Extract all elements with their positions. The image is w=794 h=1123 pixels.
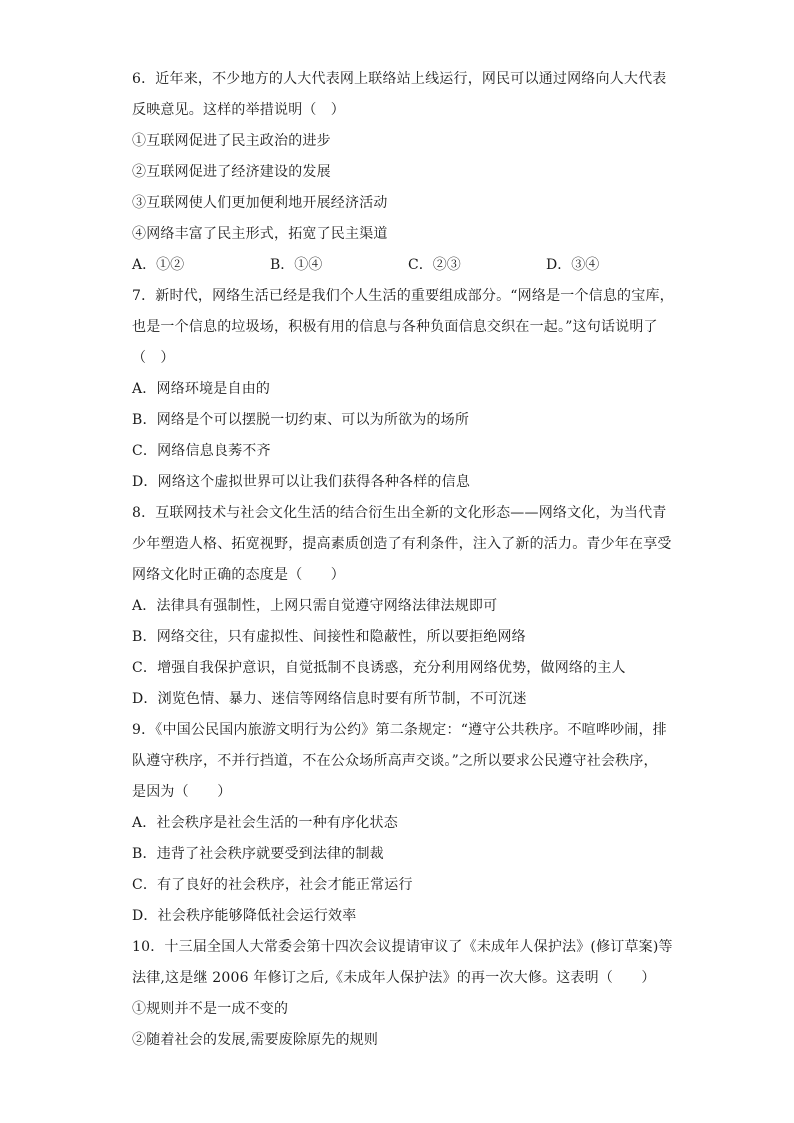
question-6-stem-line-2: 反映意见。这样的举措说明（ ） [132, 102, 345, 118]
question-10-statement-2: ②随着社会的发展,需要废除原先的规则 [132, 1032, 379, 1048]
question-10-statement-1: ①规则并不是一成不变的 [132, 1001, 289, 1017]
question-6-option-c: C．②③ [408, 257, 461, 273]
question-7-option-a: A．网络环境是自由的 [132, 381, 271, 397]
question-6-stem-line-1: 6．近年来，不少地方的人大代表网上联络站上线运行，网民可以通过网络向人大代表 [132, 71, 667, 87]
question-6-statement-4: ④网络丰富了民主形式，拓宽了民主渠道 [132, 226, 388, 242]
question-8-stem-line-1: 8．互联网技术与社会文化生活的结合衍生出全新的文化形态——网络文化，为当代青 [132, 505, 667, 521]
question-7 [132, 281, 672, 498]
question-9-stem-line-1: 9．《中国公民国内旅游文明行为公约》第二条规定：“遵守公共秩序。不喧哗吵闹，排 [132, 722, 667, 738]
question-7-stem-line-1: 7．新时代，网络生活已经是我们个人生活的重要组成部分。“网络是一个信息的宝库， [132, 288, 674, 304]
question-6-option-a: A．①② [132, 257, 185, 273]
question-10 [132, 932, 672, 1056]
question-9-option-c: C．有了良好的社会秩序，社会才能正常运行 [132, 877, 413, 893]
question-9-option-a: A．社会秩序是社会生活的一种有序化状态 [132, 815, 398, 831]
question-8 [132, 498, 672, 715]
question-9-stem-line-2: 队遵守秩序，不并行挡道，不在公众场所高声交谈。”之所以要求公民遵守社会秩序， [132, 753, 658, 769]
question-6-option-d: D．③④ [546, 257, 600, 273]
question-8-option-d: D．浏览色情、暴力、迷信等网络信息时要有所节制，不可沉迷 [132, 691, 527, 707]
question-8-stem-line-3: 网络文化时正确的态度是（ ） [132, 567, 345, 583]
question-9-option-b: B．违背了社会秩序就要受到法律的制裁 [132, 846, 384, 862]
question-7-option-b: B．网络是个可以摆脱一切约束、可以为所欲为的场所 [132, 412, 470, 428]
question-6-option-b: B．①④ [270, 257, 323, 273]
question-10-stem-line-2: 法律,这是继 2006 年修订之后,《未成年人保护法》的再一次大修。这表明（ ） [132, 970, 656, 986]
question-9-stem-line-3: 是因为（ ） [132, 784, 232, 800]
question-6-statement-3: ③互联网使人们更加便利地开展经济活动 [132, 195, 388, 211]
question-7-option-c: C．网络信息良莠不齐 [132, 443, 271, 459]
question-8-option-c: C．增强自我保护意识，自觉抵制不良诱惑，充分利用网络优势，做网络的主人 [132, 660, 626, 676]
question-10-stem-line-1: 10．十三届全国人大常委会第十四次会议提请审议了《未成年人保护法》(修订草案)等 [132, 939, 673, 955]
question-6 [132, 64, 672, 281]
question-list [132, 64, 672, 1056]
question-7-stem-line-3: （ ） [132, 350, 175, 366]
question-6-statement-2: ②互联网促进了经济建设的发展 [132, 164, 331, 180]
question-8-option-a: A．法律具有强制性，上网只需自觉遵守网络法律法规即可 [132, 598, 498, 614]
question-8-option-b: B．网络交往，只有虚拟性、间接性和隐蔽性，所以要拒绝网络 [132, 629, 526, 645]
question-9-option-d: D．社会秩序能够降低社会运行效率 [132, 908, 357, 924]
question-6-statement-1: ①互联网促进了民主政治的进步 [132, 133, 331, 149]
question-6-options [132, 250, 672, 281]
question-8-stem-line-2: 少年塑造人格、拓宽视野，提高素质创造了有利条件，注入了新的活力。青少年在享受 [132, 536, 672, 552]
question-7-option-d: D．网络这个虚拟世界可以让我们获得各种各样的信息 [132, 474, 471, 490]
question-7-stem-line-2: 也是一个信息的垃圾场，积极有用的信息与各种负面信息交织在一起。”这句话说明了 [132, 319, 658, 335]
question-9 [132, 715, 672, 932]
